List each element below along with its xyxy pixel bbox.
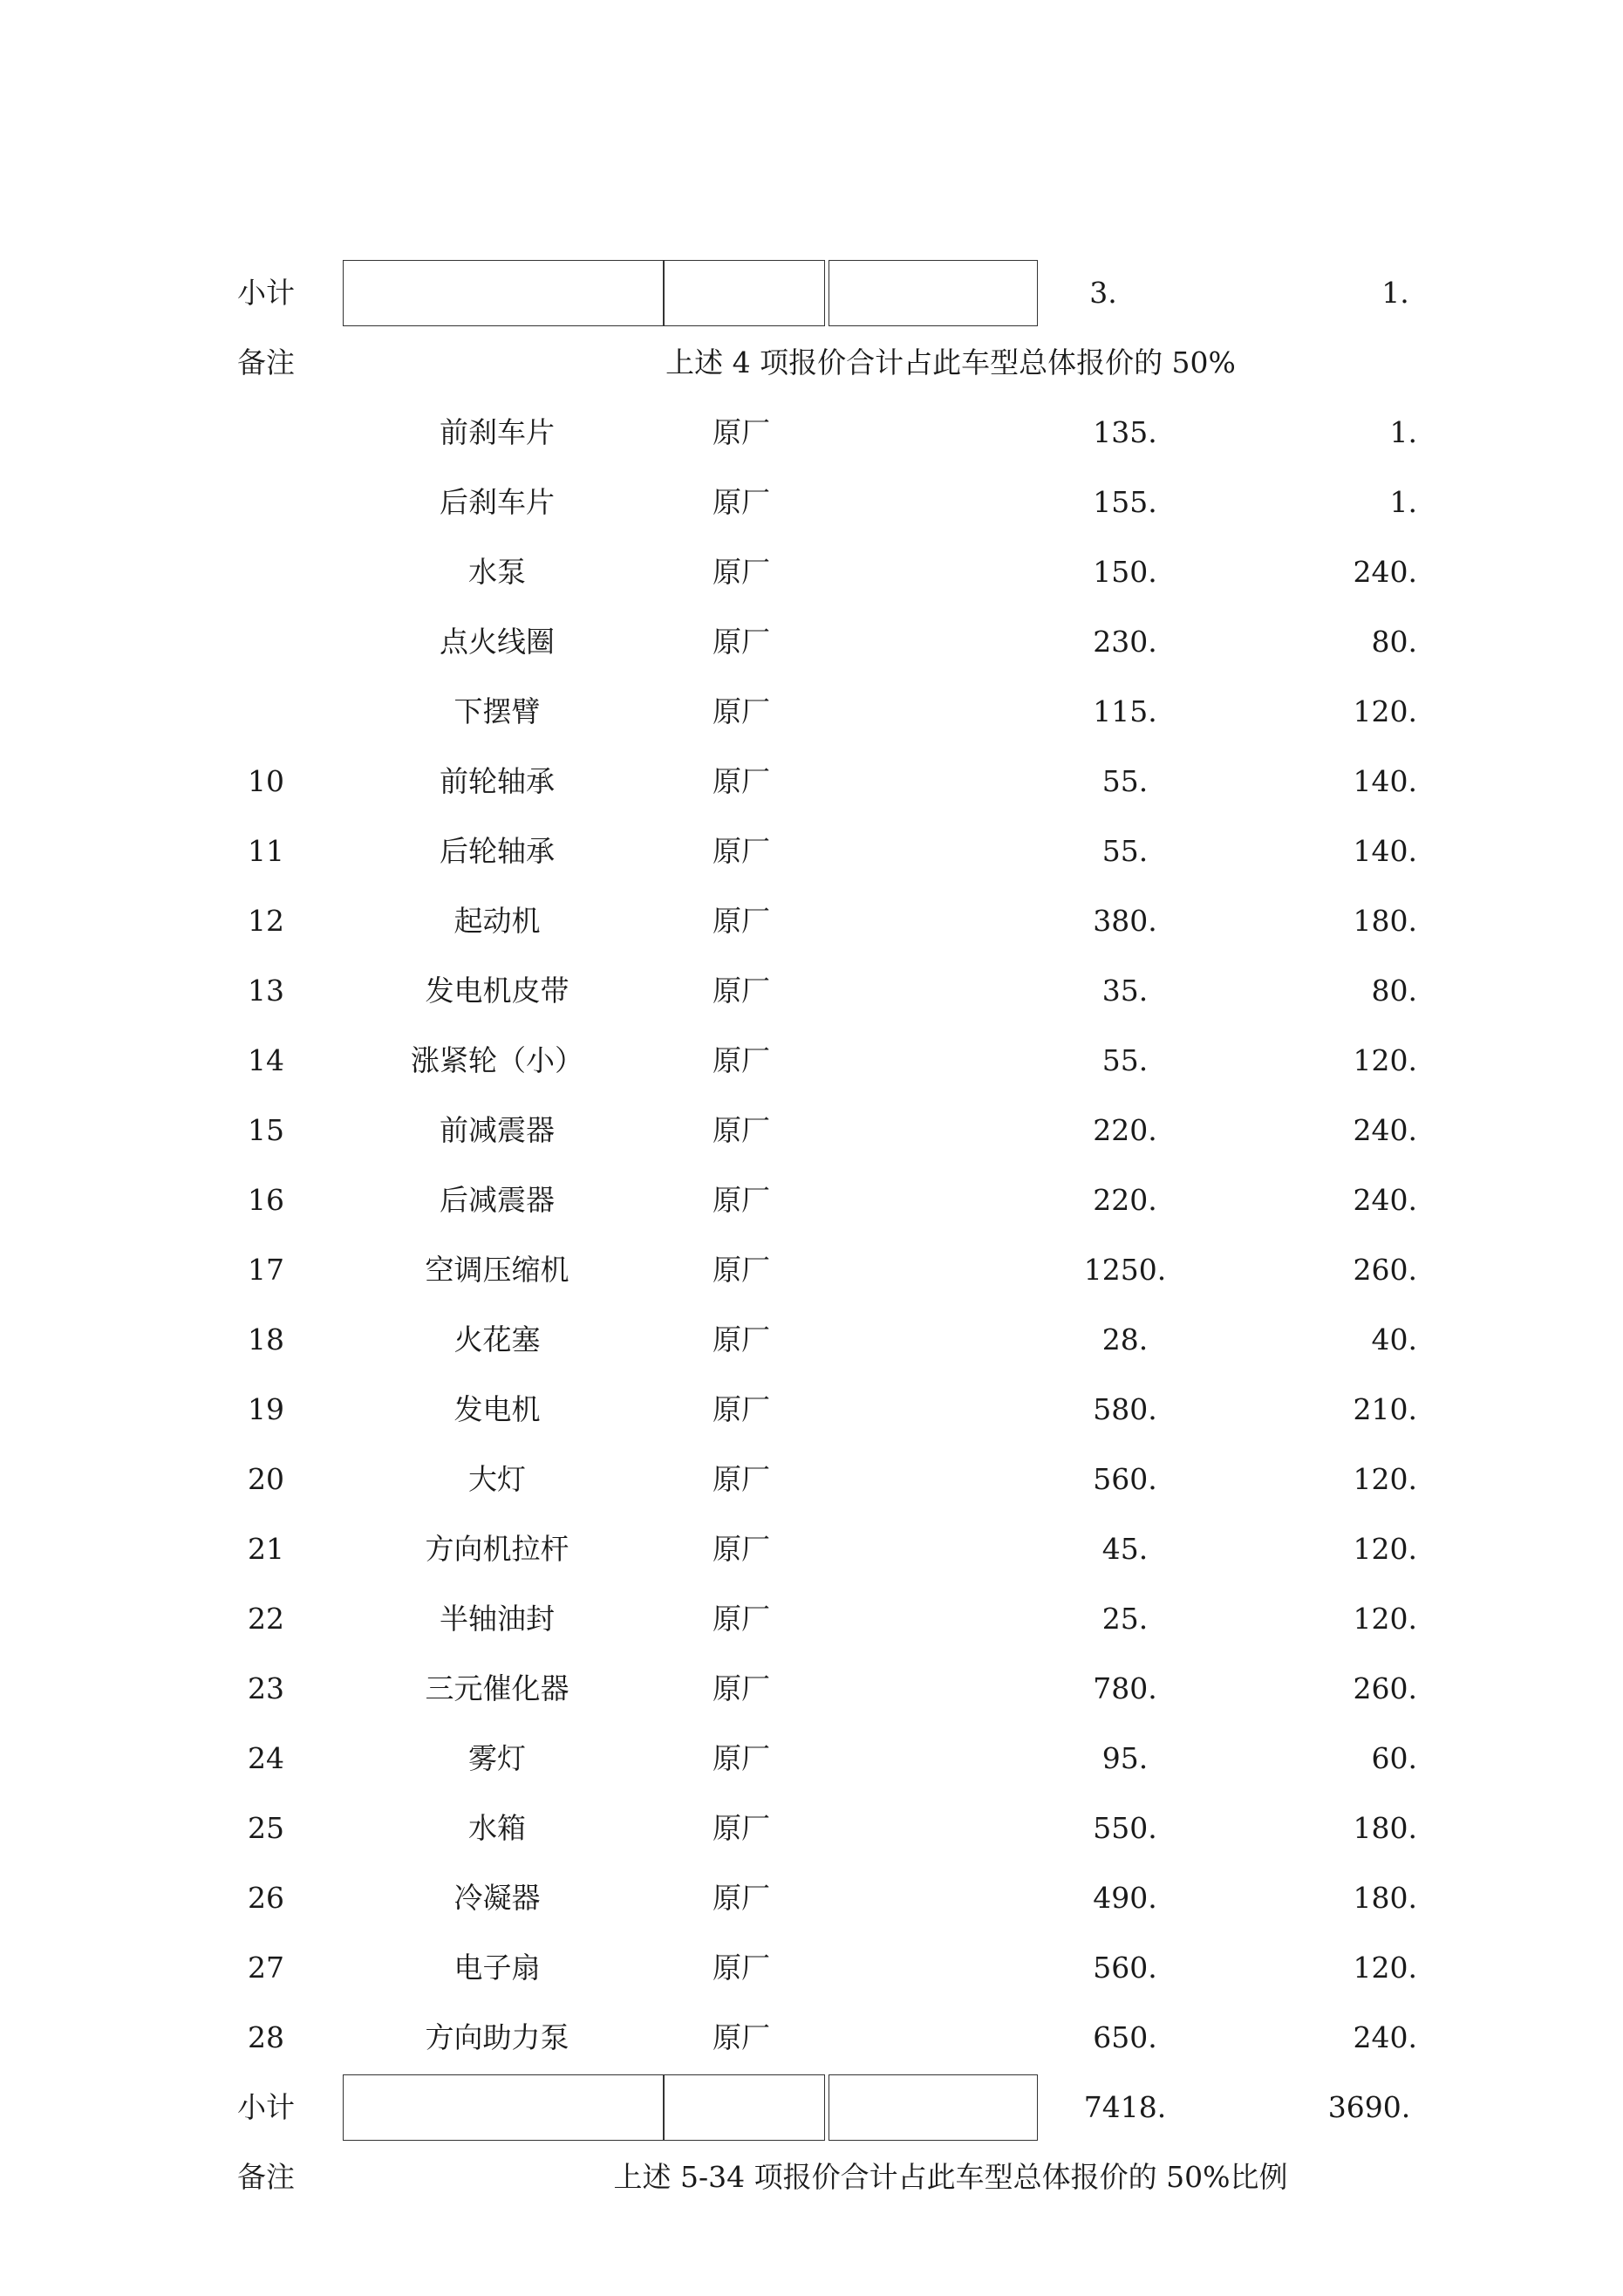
empty-cell xyxy=(829,260,1038,326)
part-name: 空调压缩机 xyxy=(425,1253,569,1287)
empty-cell xyxy=(664,260,825,326)
table-row xyxy=(0,1514,1623,1584)
note-text: 上述 5-34 项报价合计占此车型总体报价的 50%比例 xyxy=(613,2160,1288,2194)
labor-fee: 120. xyxy=(1353,1043,1417,1077)
part-price: 45. xyxy=(1101,1532,1149,1566)
row-number: 16 xyxy=(248,1183,284,1217)
subtotal-row-bottom xyxy=(0,2073,1623,2142)
part-source: 原厂 xyxy=(713,2020,770,2054)
row-number: 20 xyxy=(248,1462,284,1496)
part-source: 原厂 xyxy=(713,1811,770,1845)
table-row xyxy=(0,1305,1623,1375)
table-row xyxy=(0,1096,1623,1165)
labor-fee: 180. xyxy=(1353,1811,1417,1845)
part-price: 560. xyxy=(1093,1951,1157,1985)
table-row xyxy=(0,607,1623,677)
part-name: 后轮轴承 xyxy=(440,834,555,868)
table-row xyxy=(0,1863,1623,1933)
part-price: 580. xyxy=(1093,1392,1157,1426)
part-name: 发电机皮带 xyxy=(425,974,569,1008)
labor-fee: 1. xyxy=(1389,415,1417,449)
table-row xyxy=(0,817,1623,886)
part-price: 380. xyxy=(1093,904,1157,938)
labor-fee: 260. xyxy=(1353,1671,1417,1705)
subtotal-row-top xyxy=(0,258,1623,328)
part-name: 雾灯 xyxy=(468,1741,526,1775)
row-number: 14 xyxy=(248,1043,284,1077)
part-name: 水箱 xyxy=(468,1811,526,1845)
labor-fee: 180. xyxy=(1353,904,1417,938)
row-number: 21 xyxy=(248,1532,284,1566)
part-name: 前轮轴承 xyxy=(440,764,555,798)
row-number: 10 xyxy=(248,764,284,798)
table-row xyxy=(0,1026,1623,1096)
part-source: 原厂 xyxy=(713,694,770,728)
part-price: 35. xyxy=(1101,974,1149,1008)
part-price: 1250. xyxy=(1083,1253,1167,1287)
part-source: 原厂 xyxy=(713,1602,770,1636)
table-row xyxy=(0,956,1623,1026)
part-source: 原厂 xyxy=(713,1043,770,1077)
labor-fee: 260. xyxy=(1353,1253,1417,1287)
empty-cell xyxy=(664,2074,825,2141)
row-number: 11 xyxy=(248,834,284,868)
empty-cell xyxy=(829,2074,1038,2141)
part-name: 涨紧轮（小） xyxy=(411,1043,583,1077)
part-name: 电子扇 xyxy=(453,1951,541,1985)
table-row xyxy=(0,1724,1623,1794)
table-row xyxy=(0,537,1623,607)
row-number: 17 xyxy=(248,1253,284,1287)
part-price: 150. xyxy=(1093,555,1157,589)
note-label: 备注 xyxy=(237,2160,295,2194)
part-name: 前减震器 xyxy=(440,1113,555,1147)
empty-cell xyxy=(343,2074,664,2141)
part-name: 水泵 xyxy=(468,555,526,589)
part-source: 原厂 xyxy=(713,1322,770,1356)
note-label: 备注 xyxy=(237,345,295,379)
part-name: 后刹车片 xyxy=(440,485,555,519)
labor-fee: 120. xyxy=(1353,1462,1417,1496)
part-name: 发电机 xyxy=(453,1392,541,1426)
row-number: 18 xyxy=(248,1322,284,1356)
labor-fee: 180. xyxy=(1353,1881,1417,1915)
table-row xyxy=(0,886,1623,956)
note-row-top xyxy=(0,328,1623,398)
labor-fee: 80. xyxy=(1371,625,1417,659)
table-row xyxy=(0,1654,1623,1724)
row-number: 12 xyxy=(248,904,284,938)
note-text: 上述 4 项报价合计占此车型总体报价的 50% xyxy=(665,345,1236,379)
part-source: 原厂 xyxy=(713,1113,770,1147)
table-row xyxy=(0,1584,1623,1654)
table-row xyxy=(0,677,1623,747)
part-source: 原厂 xyxy=(713,555,770,589)
part-source: 原厂 xyxy=(713,1951,770,1985)
part-name: 下摆臂 xyxy=(453,694,541,728)
labor-fee: 40. xyxy=(1371,1322,1417,1356)
labor-fee: 240. xyxy=(1353,1183,1417,1217)
part-name: 冷凝器 xyxy=(453,1881,541,1915)
part-name: 火花塞 xyxy=(453,1322,541,1356)
part-source: 原厂 xyxy=(713,834,770,868)
labor-fee: 120. xyxy=(1353,1951,1417,1985)
part-price: 115. xyxy=(1093,694,1157,728)
part-price: 650. xyxy=(1093,2020,1157,2054)
table-row xyxy=(0,1794,1623,1863)
table-row xyxy=(0,1933,1623,2003)
subtotal-price: 3. xyxy=(1089,276,1117,310)
labor-fee: 210. xyxy=(1353,1392,1417,1426)
part-name: 大灯 xyxy=(468,1462,526,1496)
part-price: 155. xyxy=(1093,485,1157,519)
part-name: 方向机拉杆 xyxy=(425,1532,569,1566)
part-source: 原厂 xyxy=(713,485,770,519)
row-number: 19 xyxy=(248,1392,284,1426)
part-name: 点火线圈 xyxy=(440,625,555,659)
part-price: 220. xyxy=(1093,1113,1157,1147)
row-number: 23 xyxy=(248,1671,284,1705)
subtotal-label: 小计 xyxy=(237,276,295,310)
labor-fee: 60. xyxy=(1371,1741,1417,1775)
table-row xyxy=(0,1165,1623,1235)
table-row xyxy=(0,1235,1623,1305)
table-row xyxy=(0,1375,1623,1445)
table-row xyxy=(0,468,1623,537)
row-number: 27 xyxy=(248,1951,284,1985)
labor-fee: 80. xyxy=(1371,974,1417,1008)
part-source: 原厂 xyxy=(713,415,770,449)
subtotal-labor: 3690. xyxy=(1327,2090,1411,2124)
row-number: 15 xyxy=(248,1113,284,1147)
part-price: 230. xyxy=(1093,625,1157,659)
part-price: 55. xyxy=(1101,834,1149,868)
part-name: 前刹车片 xyxy=(440,415,555,449)
part-source: 原厂 xyxy=(713,1183,770,1217)
part-price: 25. xyxy=(1101,1602,1149,1636)
part-name: 方向助力泵 xyxy=(425,2020,569,2054)
part-price: 28. xyxy=(1101,1322,1149,1356)
part-price: 135. xyxy=(1093,415,1157,449)
table-row xyxy=(0,2003,1623,2073)
note-row-bottom xyxy=(0,2142,1623,2212)
part-source: 原厂 xyxy=(713,1253,770,1287)
row-number: 26 xyxy=(248,1881,284,1915)
part-source: 原厂 xyxy=(713,1532,770,1566)
part-name: 半轴油封 xyxy=(440,1602,555,1636)
part-source: 原厂 xyxy=(713,1392,770,1426)
part-price: 560. xyxy=(1093,1462,1157,1496)
part-price: 55. xyxy=(1101,1043,1149,1077)
labor-fee: 140. xyxy=(1353,834,1417,868)
empty-cell xyxy=(343,260,664,326)
part-source: 原厂 xyxy=(713,625,770,659)
row-number: 25 xyxy=(248,1811,284,1845)
part-source: 原厂 xyxy=(713,764,770,798)
labor-fee: 240. xyxy=(1353,2020,1417,2054)
subtotal-label: 小计 xyxy=(237,2090,295,2124)
part-source: 原厂 xyxy=(713,1741,770,1775)
labor-fee: 140. xyxy=(1353,764,1417,798)
part-source: 原厂 xyxy=(713,1462,770,1496)
subtotal-labor: 1. xyxy=(1381,276,1409,310)
part-name: 三元催化器 xyxy=(425,1671,569,1705)
labor-fee: 120. xyxy=(1353,1532,1417,1566)
part-price: 780. xyxy=(1093,1671,1157,1705)
part-price: 490. xyxy=(1093,1881,1157,1915)
table-row xyxy=(0,398,1623,468)
row-number: 28 xyxy=(248,2020,284,2054)
part-source: 原厂 xyxy=(713,1671,770,1705)
labor-fee: 240. xyxy=(1353,1113,1417,1147)
row-number: 13 xyxy=(248,974,284,1008)
table-row xyxy=(0,747,1623,817)
labor-fee: 120. xyxy=(1353,694,1417,728)
part-price: 220. xyxy=(1093,1183,1157,1217)
part-price: 95. xyxy=(1101,1741,1149,1775)
row-number: 24 xyxy=(248,1741,284,1775)
part-price: 55. xyxy=(1101,764,1149,798)
labor-fee: 240. xyxy=(1353,555,1417,589)
part-name: 起动机 xyxy=(453,904,541,938)
labor-fee: 1. xyxy=(1389,485,1417,519)
table-row xyxy=(0,1445,1623,1514)
part-name: 后减震器 xyxy=(440,1183,555,1217)
part-price: 550. xyxy=(1093,1811,1157,1845)
part-source: 原厂 xyxy=(713,1881,770,1915)
labor-fee: 120. xyxy=(1353,1602,1417,1636)
part-source: 原厂 xyxy=(713,904,770,938)
part-source: 原厂 xyxy=(713,974,770,1008)
row-number: 22 xyxy=(248,1602,284,1636)
subtotal-price: 7418. xyxy=(1083,2090,1167,2124)
